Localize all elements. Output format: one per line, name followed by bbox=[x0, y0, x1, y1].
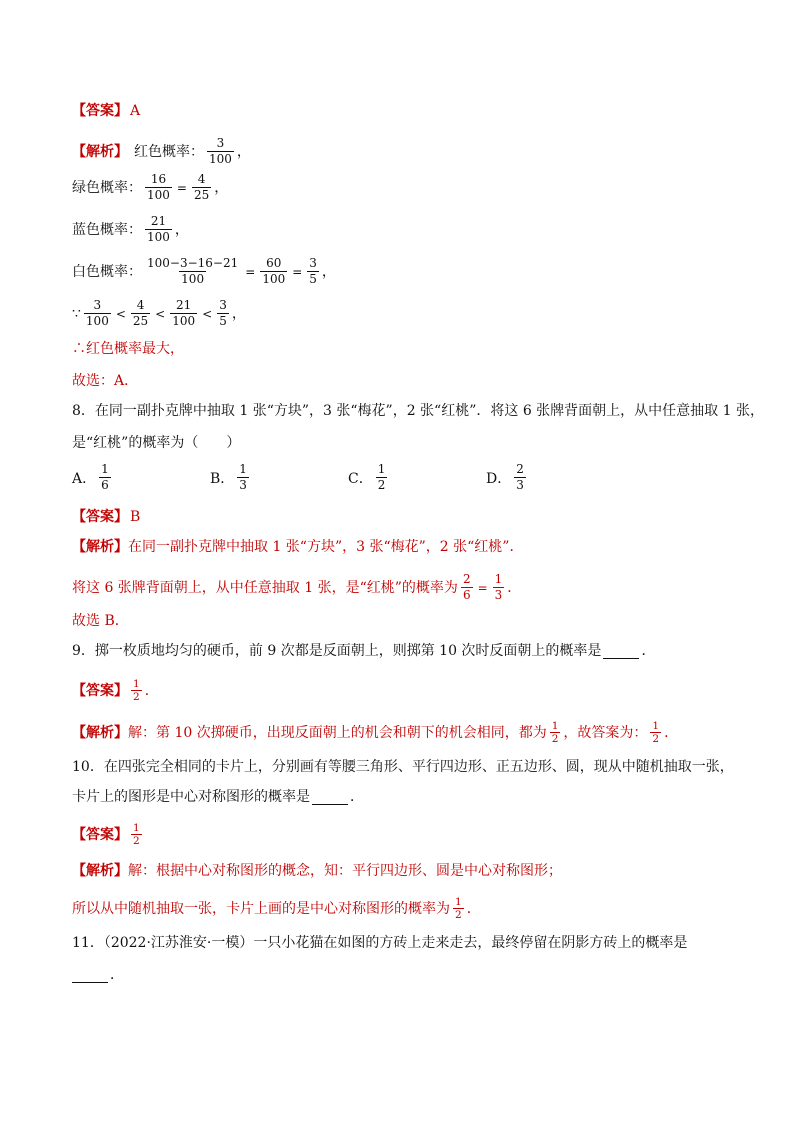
q7-comparison bbox=[72, 298, 246, 329]
q8-analysis-line-2 bbox=[72, 572, 521, 603]
less-than-sign: < bbox=[202, 306, 213, 321]
q7-analysis-blue bbox=[72, 214, 189, 245]
period: ． bbox=[144, 682, 159, 699]
answer-blank bbox=[603, 644, 639, 659]
q8-option-b: B． $\frac{1}{3}$ bbox=[210, 462, 247, 492]
q8-option-b-fraction: $\frac{1}{3}$ bbox=[239, 462, 247, 492]
q7-answer-value: A bbox=[130, 103, 141, 119]
q7-cmp-fraction-3: $\frac{21}{100}$ bbox=[172, 298, 196, 328]
q8-analysis-line-1 bbox=[72, 538, 523, 556]
q7-analysis-red bbox=[72, 136, 251, 167]
q7-analysis-green bbox=[72, 172, 228, 203]
q9-stem-text: 9．掷一枚质地均匀的硬币，前 9 次都是反面朝上，则掷第 10 次时反面朝上的概率是 bbox=[72, 643, 602, 659]
analysis-tag: 【解析】 bbox=[72, 863, 128, 879]
q8-option-d-fraction: $\frac{2}{3}$ bbox=[516, 462, 524, 492]
period: ． bbox=[507, 579, 522, 596]
q7-green-label: 绿色概率： bbox=[72, 179, 142, 196]
q7-cmp-fraction-1: $\frac{3}{100}$ bbox=[85, 298, 109, 328]
analysis-tag: 【解析】 bbox=[72, 724, 128, 741]
q7-white-fraction-3: $\frac{3}{5}$ bbox=[309, 256, 317, 286]
q10-answer bbox=[72, 822, 145, 847]
q8-answer-value: B bbox=[130, 509, 141, 525]
q8-analysis-text-1: 在同一副扑克牌中抽取 1 张“方块”，3 张“梅花”，2 张“红桃”． bbox=[128, 539, 524, 555]
q7-red-fraction: $\frac{3}{100}$ bbox=[209, 136, 232, 166]
q9-analysis-mid: ，故答案为： bbox=[563, 724, 648, 741]
period: ． bbox=[350, 789, 364, 805]
q9-analysis-text: 解：第 10 次掷硬币，出现反面朝上的机会和朝下的机会相同，都为 bbox=[128, 724, 547, 741]
answer-blank bbox=[312, 790, 348, 805]
q9-analysis bbox=[72, 720, 678, 745]
answer-tag: 【答案】 bbox=[72, 826, 128, 843]
q7-cmp-fraction-2: $\frac{4}{25}$ bbox=[132, 298, 149, 328]
analysis-tag: 【解析】 bbox=[72, 143, 128, 160]
q10-stem-line-1: 10．在四张完全相同的卡片上，分别画有等腰三角形、平行四边形、正五边形、圆，现从中随机抽取一张， bbox=[72, 759, 734, 775]
answer-tag: 【答案】 bbox=[72, 103, 128, 119]
q8-stem-line-1: 8．在同一副扑克牌中抽取 1 张“方块”，3 张“梅花”，2 张“红桃”．将这 6 张牌背面朝上，从中任意抽取 1 张， bbox=[72, 403, 764, 419]
q8-option-a-fraction: $\frac{1}{6}$ bbox=[101, 462, 109, 492]
q10-analysis-fraction: $\frac{1}{2}$ bbox=[455, 896, 462, 921]
period: ． bbox=[641, 643, 656, 659]
comma: ， bbox=[231, 305, 246, 322]
because-symbol: ∵ bbox=[72, 305, 81, 322]
q11-stem: 11．（2022·江苏淮安·一模）一只小花猫在如图的方砖上走来走去，最终停留在阴影方砖上的概率是 bbox=[72, 935, 688, 951]
period: ． bbox=[664, 724, 679, 741]
q7-green-fraction-simplified: $\frac{4}{25}$ bbox=[193, 172, 210, 202]
answer-tag: 【答案】 bbox=[72, 682, 128, 699]
q7-white-fraction: $\frac{100-3-16-21}{100}$ bbox=[147, 256, 239, 286]
comma: ， bbox=[236, 143, 251, 160]
equals-sign: = bbox=[477, 580, 488, 595]
q7-blue-fraction: $\frac{21}{100}$ bbox=[147, 214, 170, 244]
q7-green-fraction: $\frac{16}{100}$ bbox=[147, 172, 170, 202]
less-than-sign: < bbox=[155, 306, 166, 321]
q8-answer bbox=[72, 508, 140, 526]
q7-cmp-fraction-4: $\frac{3}{5}$ bbox=[219, 298, 227, 328]
q8-choice: 故选 B． bbox=[72, 613, 129, 629]
q7-analysis-white bbox=[72, 256, 336, 287]
equals-sign: = bbox=[292, 264, 303, 279]
equals-sign: = bbox=[176, 180, 187, 195]
q7-blue-label: 蓝色概率： bbox=[72, 221, 142, 238]
less-than-sign: < bbox=[115, 306, 126, 321]
q7-choice: 故选：A． bbox=[72, 373, 139, 389]
answer-tag: 【答案】 bbox=[72, 509, 128, 525]
q8-option-c-fraction: $\frac{1}{2}$ bbox=[377, 462, 386, 492]
q7-red-label: 红色概率： bbox=[134, 143, 204, 160]
q10-stem-text-2: 卡片上的图形是中心对称图形的概率是 bbox=[72, 789, 310, 805]
comma: ， bbox=[321, 263, 336, 280]
analysis-tag: 【解析】 bbox=[72, 539, 128, 555]
comma: ， bbox=[214, 179, 229, 196]
q8-option-a: A． $\frac{1}{6}$ bbox=[72, 462, 109, 492]
q10-analysis-text-1: 解：根据中心对称图形的概念，知：平行四边形、圆是中心对称图形； bbox=[128, 863, 562, 879]
q8-analysis-fraction-simplified: $\frac{1}{3}$ bbox=[494, 572, 503, 602]
q7-conclusion: ∴红色概率最大， bbox=[72, 341, 184, 357]
period: ． bbox=[110, 967, 124, 983]
comma: ， bbox=[174, 221, 189, 238]
q7-answer bbox=[72, 102, 140, 120]
q7-white-label: 白色概率： bbox=[72, 263, 142, 280]
equals-sign: = bbox=[245, 264, 256, 279]
q9-analysis-fraction: $\frac{1}{2}$ bbox=[551, 720, 559, 745]
period: ． bbox=[466, 900, 481, 917]
q8-analysis-fraction: $\frac{2}{6}$ bbox=[462, 572, 471, 602]
q8-option-d: D． $\frac{2}{3}$ bbox=[486, 462, 524, 492]
q10-analysis-line-1 bbox=[72, 862, 562, 880]
q10-analysis-text-2: 所以从中随机抽取一张，卡片上画的是中心对称图形的概率为 bbox=[72, 900, 450, 917]
q8-analysis-text-2: 将这 6 张牌背面朝上，从中任意抽取 1 张，是“红桃”的概率为 bbox=[72, 579, 458, 596]
q9-answer bbox=[72, 678, 159, 703]
q9-analysis-fraction-2: $\frac{1}{2}$ bbox=[652, 720, 660, 745]
answer-blank bbox=[72, 968, 108, 983]
q10-stem-line-2 bbox=[72, 788, 364, 806]
q9-answer-fraction: $\frac{1}{2}$ bbox=[133, 678, 140, 703]
q8-option-c: C． $\frac{1}{2}$ bbox=[348, 462, 386, 492]
q9-stem bbox=[72, 642, 655, 660]
q10-answer-fraction: $\frac{1}{2}$ bbox=[133, 822, 140, 847]
q7-white-fraction-2: $\frac{60}{100}$ bbox=[262, 256, 286, 286]
q11-stem-line-2 bbox=[72, 966, 124, 984]
q8-stem-line-2: 是“红桃”的概率为（ ） bbox=[72, 435, 241, 451]
q10-analysis-line-2 bbox=[72, 896, 481, 921]
